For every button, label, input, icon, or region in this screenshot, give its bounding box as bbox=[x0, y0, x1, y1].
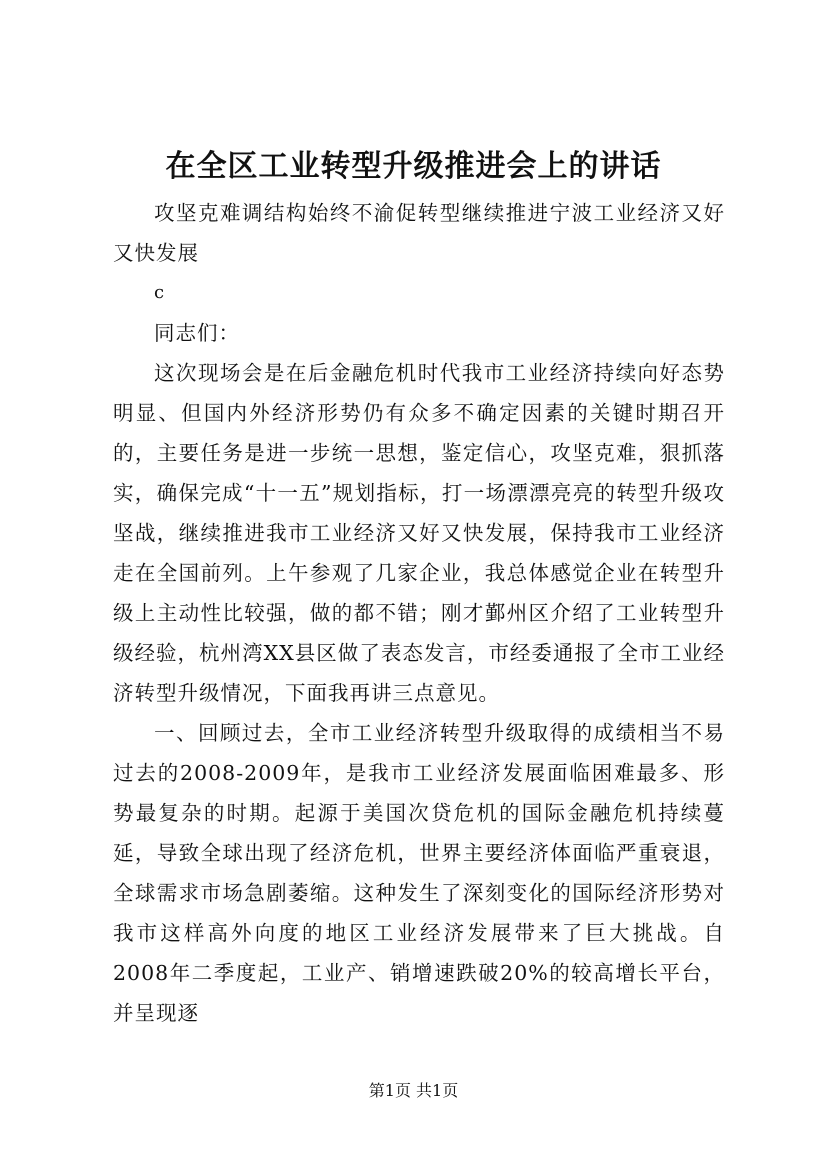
document-body bbox=[113, 193, 725, 1033]
body-paragraph: 这次现场会是在后金融危机时代我市工业经济持续向好态势明显、但国内外经济形势仍有众多不确定因素的关键时期召开的，主要任务是进一步统一思想，鉴定信心，攻坚克难，狠抓落实，确保完成“十一五”规划指标，打一场漂漂亮亮的转型升级攻坚战，继续推进我市工业经济又好又快发展，保持我市工业经济走在全国前列。上午参观了几家企业，我总体感觉企业在转型升级上主动性比较强，做的都不错；刚才鄞州区介绍了工业转型升级经验，杭州湾XX县区做了表态发言，市经委通报了全市工业经济转型升级情况，下面我再讲三点意见。 bbox=[113, 361, 725, 705]
document-title: 在全区工业转型升级推进会上的讲话 bbox=[165, 149, 662, 184]
page-footer: 第1页 共1页 bbox=[368, 1081, 459, 1100]
subtitle-paragraph: 攻坚克难调结构始终不渝促转型继续推进宁波工业经济又好又快发展 bbox=[113, 201, 725, 265]
body-paragraph: 一、回顾过去，全市工业经济转型升级取得的成绩相当不易过去的2008-2009年，是我市工业经济发展面临困难最多、形势最复杂的时期。起源于美国次贷危机的国际金融危机持续蔓延，导致全球出现了经济危机，世界主要经济体面临严重衰退，全球需求市场急剧萎缩。这种发生了深刻变化的国际经济形势对我市这样高外向度的地区工业经济发展带来了巨大挑战。自2008年二季度起，工业产、销增速跌破20%的较高增长平台，并呈现逐 bbox=[113, 721, 725, 1025]
stray-marker-paragraph: c bbox=[154, 282, 166, 303]
salutation-paragraph: 同志们： bbox=[154, 321, 240, 345]
